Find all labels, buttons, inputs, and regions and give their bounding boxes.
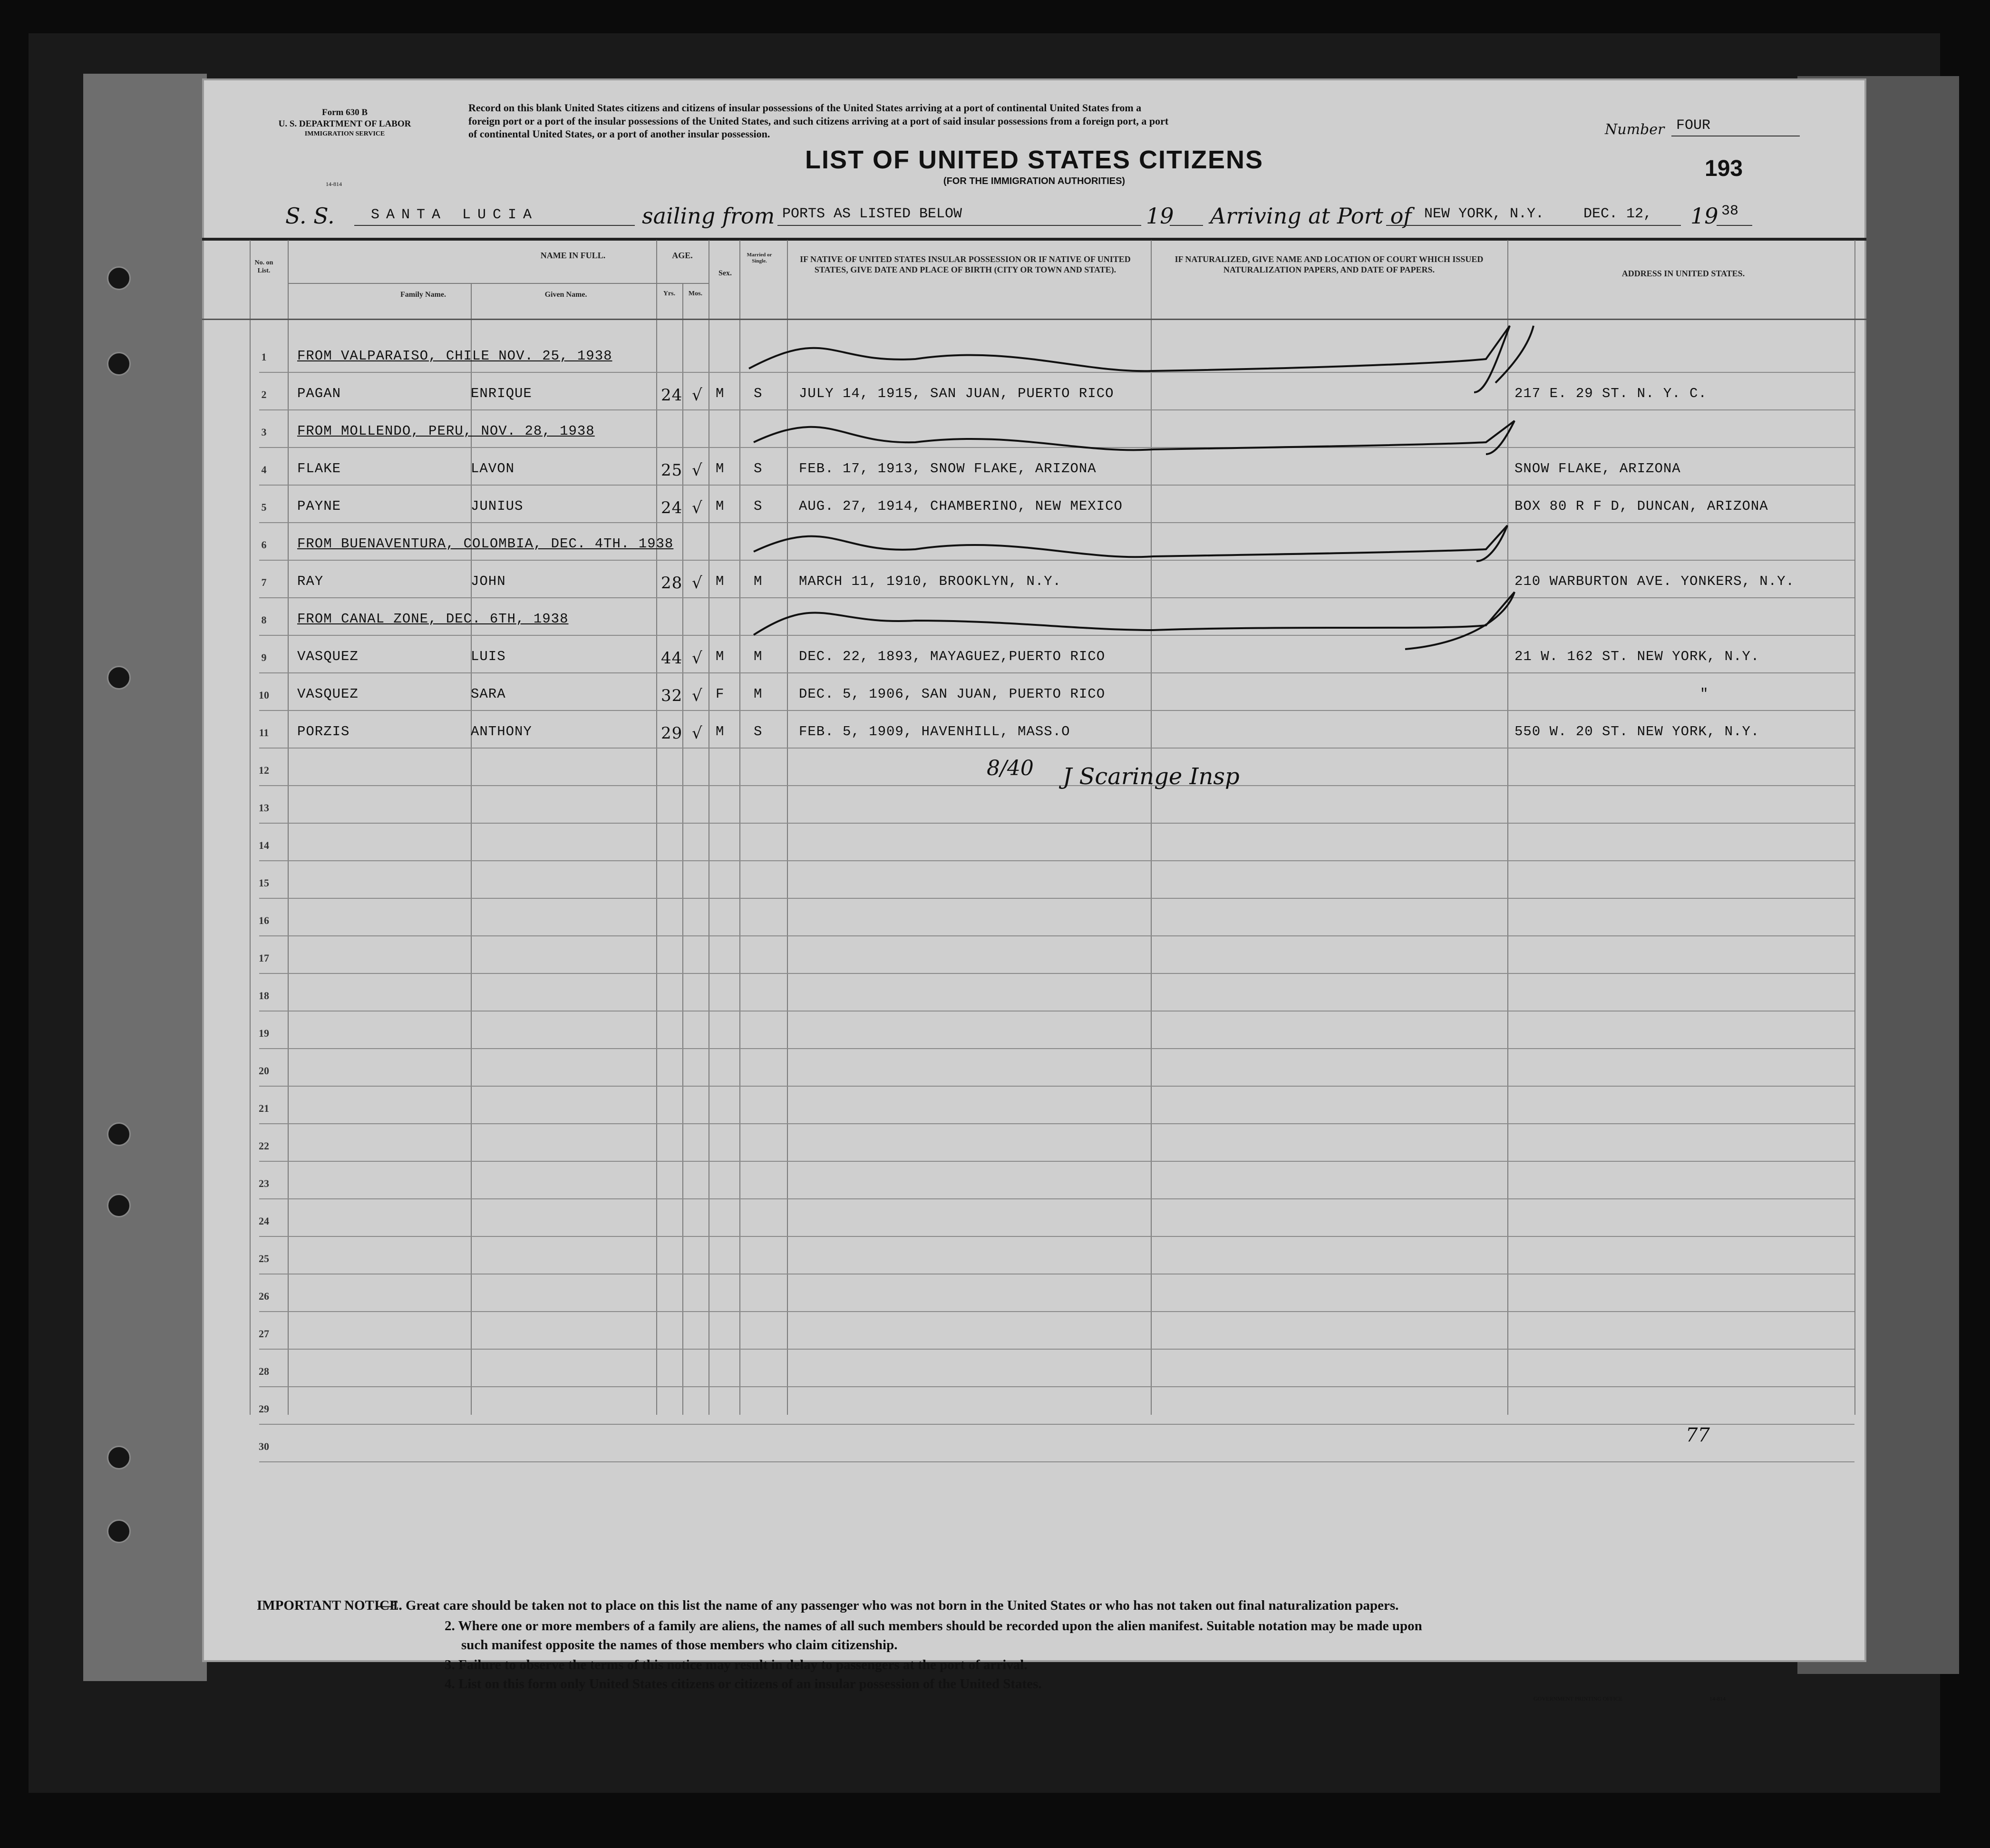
year-suffix: 38 [1721,203,1739,219]
check-mark: √ [692,724,703,743]
age-years: 25 [661,461,683,480]
address: 21 W. 162 ST. NEW YORK, N.Y. [1514,649,1760,664]
address: 217 E. 29 ST. N. Y. C. [1514,386,1707,401]
signature-fraction: 8/40 [987,756,1034,780]
family-name: RAY [297,574,324,589]
check-mark: √ [692,498,703,517]
row-number: 14 [259,839,269,851]
address: SNOW FLAKE, ARIZONA [1514,461,1681,477]
year-prefix: 19 [1146,203,1174,229]
row-number: 7 [261,576,267,588]
printer: GOVERNMENT PRINTING OFFICE [1534,1695,1623,1702]
port-heading: FROM CANAL ZONE, DEC. 6TH, 1938 [297,611,569,627]
binder-hole [107,666,131,690]
form-code: 14-814 [326,181,342,187]
sex: F [716,686,725,702]
row-number: 3 [261,426,267,438]
row-number: 26 [259,1290,269,1302]
notice-item: 2. Where one or more members of a family are aliens, the names of all such members should be recorded upon the alien manifest. Suitable notation may be made upon [445,1618,1422,1634]
family-name: PORZIS [297,724,350,739]
row-number: 16 [259,914,269,926]
given-name: LAVON [471,461,515,477]
header-age: AGE. [672,251,693,260]
check-mark: √ [692,386,703,405]
birth-info: AUG. 27, 1914, CHAMBERINO, NEW MEXICO [799,498,1123,514]
binder-hole [107,1122,131,1146]
family-name: FLAKE [297,461,341,477]
given-name: SARA [471,686,506,702]
header-married: Married or Single. [747,252,772,264]
printer-code: 14-814 [1709,1695,1726,1702]
binder-hole [107,352,131,376]
header-yrs: Yrs. [663,290,676,297]
binding-strip [83,74,207,1681]
header-name: NAME IN FULL. [540,251,606,260]
intro-line: of continental United States, or a port of another insular possession. [468,128,770,140]
binder-hole [107,1446,131,1469]
family-name: VASQUEZ [297,649,359,664]
sex: M [716,724,725,739]
age-years: 24 [661,386,683,405]
family-name: VASQUEZ [297,686,359,702]
sex: M [716,574,725,589]
sex: M [716,498,725,514]
arrival-port: NEW YORK, N.Y. [1424,206,1544,222]
header-naturalized: IF NATURALIZED, GIVE NAME AND LOCATION OF COURT WHICH ISSUED NATURALIZATION PAPERS, AND DATE OF PAPERS. [1175,254,1484,274]
marital-status: S [754,386,763,401]
row-number: 13 [259,802,269,814]
sex: M [716,461,725,477]
notice-item: —1. Great care should be taken not to place on this list the name of any passenger who was not born in the United States or who has not taken out final naturalization papers. [378,1598,1399,1613]
row-number: 30 [259,1440,269,1452]
ship-name: SANTA LUCIA [371,207,539,223]
family-name: PAGAN [297,386,341,401]
binder-hole [107,1194,131,1217]
notice-heading: IMPORTANT NOTICE. [257,1598,402,1613]
address: 210 WARBURTON AVE. YONKERS, N.Y. [1514,574,1795,589]
given-name: ENRIQUE [471,386,532,401]
sailing-label: sailing from [642,203,775,229]
notice-item: 4. List on this form only United States citizens or citizens of an insular possession of the United States. [445,1676,1042,1692]
row-number: 1 [261,351,267,363]
row-number: 20 [259,1065,269,1077]
marital-status: S [754,498,763,514]
page-stamp: 193 [1705,156,1743,181]
given-name: ANTHONY [471,724,532,739]
margin-number: 77 [1686,1424,1710,1446]
year-prefix-2: 19 [1690,203,1718,229]
row-number: 2 [261,389,267,400]
family-name: PAYNE [297,498,341,514]
row-number: 18 [259,990,269,1002]
birth-info: DEC. 5, 1906, SAN JUAN, PUERTO RICO [799,686,1106,702]
header-address: ADDRESS IN UNITED STATES. [1621,269,1745,278]
row-number: 17 [259,952,269,964]
row-number: 12 [259,764,269,776]
row-number: 9 [261,652,267,663]
port-heading: FROM BUENAVENTURA, COLOMBIA, DEC. 4TH. 1938 [297,536,674,552]
row-number: 28 [259,1365,269,1377]
given-name: JUNIUS [471,498,524,514]
age-years: 29 [661,724,683,743]
notice-item: such manifest opposite the names of those members who claim citizenship. [461,1637,898,1653]
sex: M [716,649,725,664]
age-years: 32 [661,686,683,705]
row-number: 24 [259,1215,269,1227]
row-number: 21 [259,1102,269,1114]
marital-status: M [754,649,763,664]
row-number: 5 [261,501,267,513]
sailing-value: PORTS AS LISTED BELOW [782,206,962,222]
strike-flourishes [202,78,1866,1662]
number-value: FOUR [1676,117,1711,134]
binder-hole [107,1519,131,1543]
row-number: 19 [259,1027,269,1039]
number-label: Number [1605,121,1665,138]
birth-info: FEB. 5, 1909, HAVENHILL, MASS.O [799,724,1070,739]
marital-status: S [754,461,763,477]
row-number: 15 [259,877,269,889]
row-number: 8 [261,614,267,626]
header-no: No. on List. [254,259,273,274]
birth-info: DEC. 22, 1893, MAYAGUEZ,PUERTO RICO [799,649,1106,664]
form-number: Form 630 B [321,107,368,117]
header-given: Given Name. [544,291,587,299]
age-years: 24 [661,498,683,517]
birth-info: JULY 14, 1915, SAN JUAN, PUERTO RICO [799,386,1114,401]
check-mark: √ [692,461,703,480]
sex: M [716,386,725,401]
marital-status: M [754,574,763,589]
birth-info: MARCH 11, 1910, BROOKLYN, N.Y. [799,574,1062,589]
address: " [1700,686,1709,702]
address: 550 W. 20 ST. NEW YORK, N.Y. [1514,724,1760,739]
port-heading: FROM MOLLENDO, PERU, NOV. 28, 1938 [297,423,595,439]
notice-item: 3. Failure to observe the terms of this notice may result in delay to passengers at the port of arrival. [445,1657,1028,1673]
header-mos: Mos. [688,290,703,297]
row-number: 4 [261,464,267,476]
birth-info: FEB. 17, 1913, SNOW FLAKE, ARIZONA [799,461,1097,477]
check-mark: √ [692,574,703,593]
service: IMMIGRATION SERVICE [304,130,385,137]
age-years: 44 [661,649,683,668]
inspector-signature: J Scaringe Insp [1063,763,1240,790]
arrival-date: DEC. 12, [1583,206,1652,222]
row-number: 27 [259,1328,269,1340]
row-number: 23 [259,1177,269,1189]
intro-line: Record on this blank United States citizens and citizens of insular possessions of the United States arriving at a port of continental United States from a [468,102,1142,114]
given-name: JOHN [471,574,506,589]
header-sex: Sex. [718,269,732,277]
row-number: 22 [259,1140,269,1152]
check-mark: √ [692,686,703,705]
given-name: LUIS [471,649,506,664]
port-heading: FROM VALPARAISO, CHILE NOV. 25, 1938 [297,348,612,364]
address: BOX 80 R F D, DUNCAN, ARIZONA [1514,498,1768,514]
row-number: 29 [259,1403,269,1415]
age-years: 28 [661,574,683,593]
page-subtitle: (FOR THE IMMIGRATION AUTHORITIES) [943,176,1126,186]
arriving-label: Arriving at Port of [1210,203,1412,229]
manifest-sheet [202,78,1866,1702]
header-birth: IF NATIVE OF UNITED STATES INSULAR POSSESSION OR IF NATIVE OF UNITED STATES, GIVE DATE AND PLACE OF BIRTH (CITY OR TOWN AND STATE). [800,254,1131,274]
marital-status: S [754,724,763,739]
page-title: LIST OF UNITED STATES CITIZENS [805,146,1263,174]
department: U. S. DEPARTMENT OF LABOR [278,118,411,129]
marital-status: M [754,686,763,702]
ss-label: S. S. [285,203,335,229]
header-family: Family Name. [400,291,446,299]
row-number: 25 [259,1253,269,1264]
intro-line: foreign port or a port of the insular possessions of the United States, and such citizens arriving at a port of said insular possessions from a foreign port, a port [468,115,1169,127]
binder-hole [107,266,131,290]
row-number: 11 [259,727,269,739]
row-number: 10 [259,689,269,701]
check-mark: √ [692,649,703,668]
row-number: 6 [261,539,267,551]
